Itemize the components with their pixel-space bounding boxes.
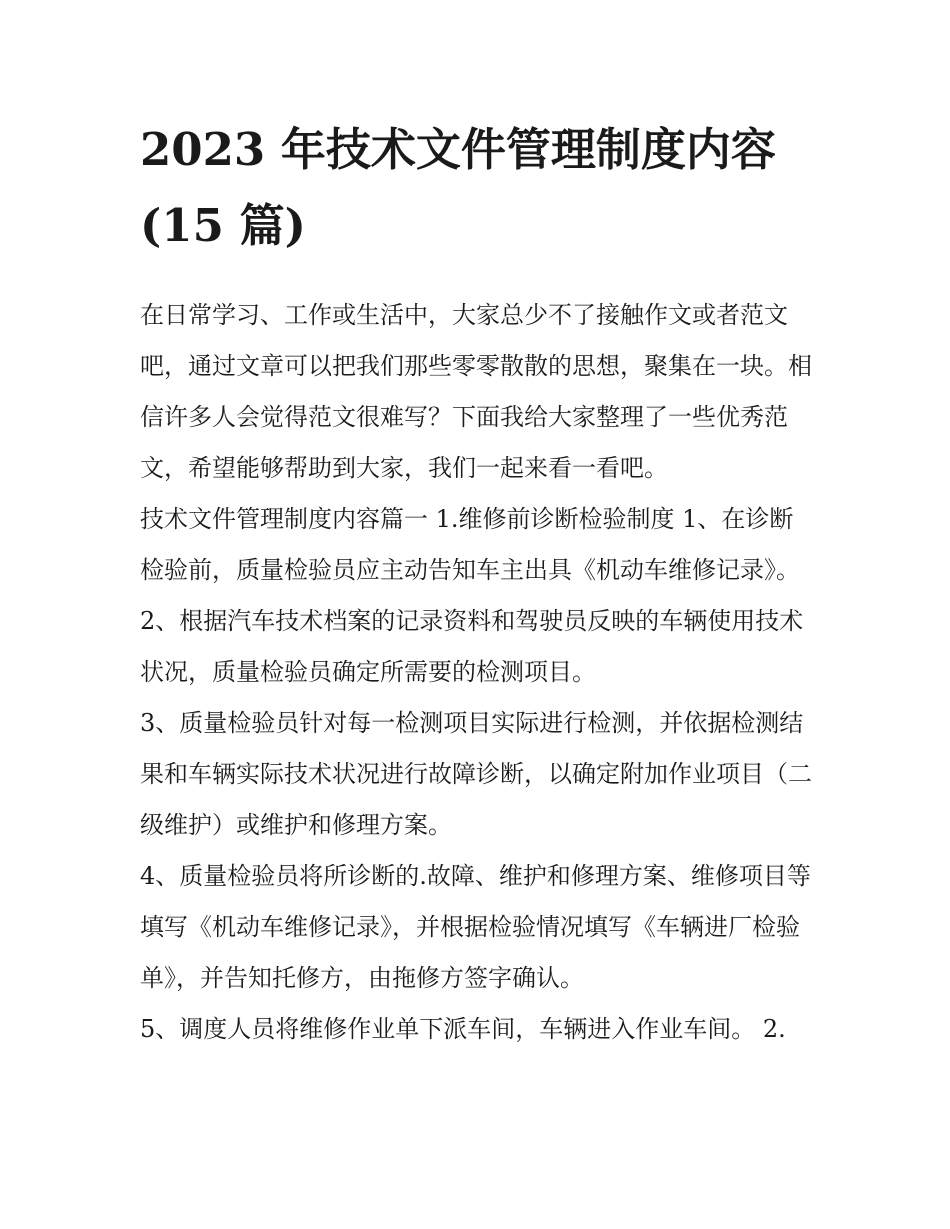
- paragraph-item-4: 4、质量检验员将所诊断的.故障、维护和修理方案、维修项目等填写《机动车维修记录》，并根据检验情况填写《车辆进厂检验单》，并告知托修方，由拖修方签字确认。: [140, 862, 811, 992]
- paragraph-item-3: 3、质量检验员针对每一检测项目实际进行检测，并依据检测结果和车辆实际技术状况进行故障诊断，以确定附加作业项目（二级维护）或维护和修理方案。: [140, 709, 812, 839]
- document-title: 2023 年技术文件管理制度内容 (15 篇): [140, 123, 776, 252]
- paragraph-intro: 在日常学习、工作或生活中，大家总少不了接触作文或者范文吧，通过文章可以把我们那些零零散散的思想，聚集在一块。相信许多人会觉得范文很难写？下面我给大家整理了一些优秀范文，希望能够帮助到大家，我们一起来看一看吧。: [140, 301, 812, 482]
- paragraph-item-5: 5、调度人员将维修作业单下派车间，车辆进入作业车间。 2.: [140, 1015, 786, 1043]
- paragraph-section-1: 技术文件管理制度内容篇一 1.维修前诊断检验制度 1、在诊断检验前，质量检验员应主动告知车主出具《机动车维修记录》。: [140, 505, 800, 584]
- paragraph-item-2: 2、根据汽车技术档案的记录资料和驾驶员反映的车辆使用技术状况，质量检验员确定所需要的检测项目。: [140, 607, 804, 686]
- document-body: [140, 112, 815, 1055]
